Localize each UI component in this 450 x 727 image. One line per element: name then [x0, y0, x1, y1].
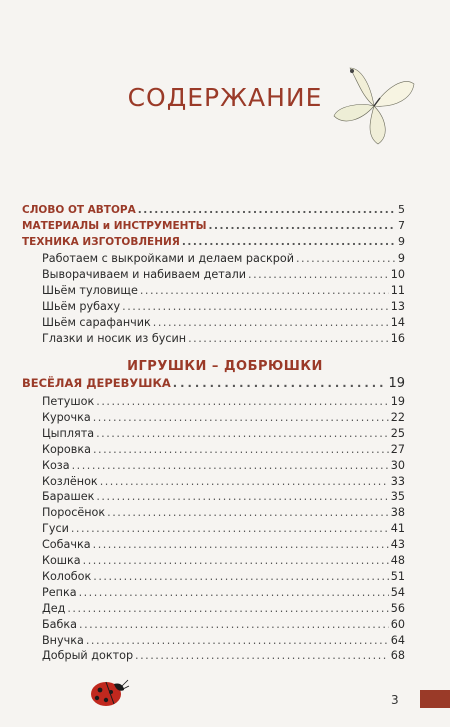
toc-leader-dots: [140, 284, 389, 298]
toc-page-number: 7: [398, 219, 405, 232]
toc-page-number: 41: [390, 522, 405, 536]
toc-entry-label: СЛОВО ОТ АВТОРА: [22, 204, 136, 216]
toc-leader-dots: [93, 443, 389, 457]
toc-page-number: 60: [390, 617, 405, 631]
toc-page-number: 22: [390, 410, 405, 424]
toc-entry: [42, 649, 405, 663]
toc-entry-label: Колобок: [42, 569, 92, 583]
toc-entry: [42, 252, 405, 266]
toc-leader-dots: [93, 538, 389, 552]
toc-page-number: 33: [390, 474, 405, 488]
toc-entry: [42, 395, 405, 409]
toc-entry: [42, 427, 405, 441]
toc-leader-dots: [71, 522, 389, 536]
toc-page-number: 54: [390, 585, 405, 599]
toc-leader-dots: [248, 268, 389, 282]
toc-leader-dots: [188, 332, 389, 346]
ladybug-icon: [84, 672, 130, 712]
toc-entry: [42, 443, 405, 457]
page-title: СОДЕРЖАНИЕ: [127, 82, 323, 112]
toc-leader-dots: [83, 554, 389, 568]
toc-entry-label: МАТЕРИАЛЫ и ИНСТРУМЕНТЫ: [22, 220, 207, 232]
toc-leader-dots: [138, 203, 396, 217]
toc-leader-dots: [107, 506, 389, 520]
toc-entry-label: Барашек: [42, 490, 95, 504]
toc-page-number: 19: [388, 376, 405, 391]
toc-page-number: 43: [390, 538, 405, 552]
toc-leader-dots: [93, 411, 389, 425]
toc-entry-label: Коровка: [42, 442, 91, 456]
toc-entry: [42, 522, 405, 536]
toc-entry: [42, 268, 405, 282]
toc-page-number: 51: [390, 569, 405, 583]
toc-entry: [42, 316, 405, 330]
toc-entry-label: Дед: [42, 601, 66, 615]
toc-entry: [42, 618, 405, 632]
toc-entry: [42, 490, 405, 504]
toc-entry-label: Глазки и носик из бусин: [42, 332, 187, 345]
toc-section: [22, 203, 405, 217]
toc-entry: [42, 570, 405, 584]
toc-entry-label: Бабка: [42, 617, 78, 631]
toc-section: [22, 235, 405, 249]
toc-leader-dots: [153, 316, 389, 330]
toc-entry-label: Петушок: [42, 395, 95, 408]
toc-entry: [42, 459, 405, 473]
toc-page-number: 38: [390, 506, 405, 520]
toc-leader-dots: [79, 618, 389, 632]
toc-entry: [42, 538, 405, 552]
toc-leader-dots: [135, 649, 389, 663]
toc-entry-label: Гуси: [42, 522, 69, 536]
toc-page-number: 25: [390, 426, 405, 440]
toc-entry-label: Репка: [42, 585, 77, 599]
toc-leader-dots: [100, 475, 389, 489]
toc-page-number: 11: [390, 284, 405, 297]
toc-leader-dots: [67, 602, 388, 616]
toc-leader-dots: [96, 395, 388, 409]
toc-page-number: 35: [390, 490, 405, 504]
toc-section: [22, 219, 405, 233]
toc-entry-label: Работаем с выкройками и делаем раскрой: [42, 252, 294, 265]
toc-entry: [42, 586, 405, 600]
part-heading: ИГРУШКИ – ДОБРЮШКИ: [127, 359, 323, 374]
toc-page-number: 9: [397, 252, 405, 265]
toc-entry-label: Шьём сарафанчик: [42, 316, 151, 329]
toc-entry: [42, 284, 405, 298]
toc-leader-dots: [96, 490, 388, 504]
toc-entry: [42, 411, 405, 425]
toc-page-number: 10: [390, 268, 405, 281]
toc-entry: [42, 506, 405, 520]
toc-page-number: 14: [390, 316, 405, 329]
toc-leader-dots: [173, 376, 387, 390]
toc-entry-label: Выворачиваем и набиваем детали: [42, 268, 247, 281]
toc-entry-label: Поросёнок: [42, 506, 106, 520]
toc-entry-label: Кошка: [42, 554, 81, 567]
toc-section: [22, 376, 405, 391]
toc-leader-dots: [182, 235, 396, 249]
toc-entry-label: Внучка: [42, 633, 84, 647]
toc-leader-dots: [86, 634, 389, 648]
toc-entry-label: Курочка: [42, 410, 91, 424]
toc-page-number: 68: [390, 649, 405, 663]
toc-entry: [42, 300, 405, 314]
butterfly-icon: [330, 62, 418, 150]
toc-entry-label: ТЕХНИКА ИЗГОТОВЛЕНИЯ: [22, 236, 180, 248]
toc-leader-dots: [122, 300, 389, 314]
toc-entry-label: Шьём туловище: [42, 284, 138, 297]
toc-page-number: 16: [390, 332, 405, 345]
toc-page-number: 19: [390, 395, 405, 408]
toc-entry-label: ВЕСЁЛАЯ ДЕРЕВУШКА: [22, 376, 171, 390]
toc-leader-dots: [208, 219, 396, 233]
toc-entry-label: Шьём рубаху: [42, 300, 121, 313]
toc-entry: [42, 332, 405, 346]
toc-leader-dots: [296, 252, 396, 266]
toc-page-number: 27: [390, 442, 405, 456]
toc-page-number: 48: [390, 554, 405, 567]
toc-page-number: 56: [390, 601, 405, 615]
toc-leader-dots: [96, 427, 389, 441]
toc-entry-label: Собачка: [42, 538, 91, 552]
page-number: 3: [391, 693, 399, 707]
toc-entry-label: Добрый доктор: [42, 649, 134, 663]
toc-entry: [42, 554, 405, 568]
toc-page-number: 9: [398, 235, 405, 248]
toc-entry: [42, 634, 405, 648]
toc-leader-dots: [72, 459, 389, 473]
toc-entry: [42, 475, 405, 489]
toc-leader-dots: [79, 586, 389, 600]
toc-entry-label: Цыплята: [42, 426, 95, 440]
toc-leader-dots: [93, 570, 388, 584]
toc-entry: [42, 602, 405, 616]
toc-page-number: 5: [398, 203, 405, 216]
corner-tab: [420, 690, 450, 708]
toc-page-number: 30: [390, 458, 405, 472]
toc-page-number: 13: [390, 300, 405, 313]
toc-page-number: 64: [390, 633, 405, 647]
toc-entry-label: Коза: [42, 458, 70, 472]
toc-entry-label: Козлёнок: [42, 474, 98, 488]
